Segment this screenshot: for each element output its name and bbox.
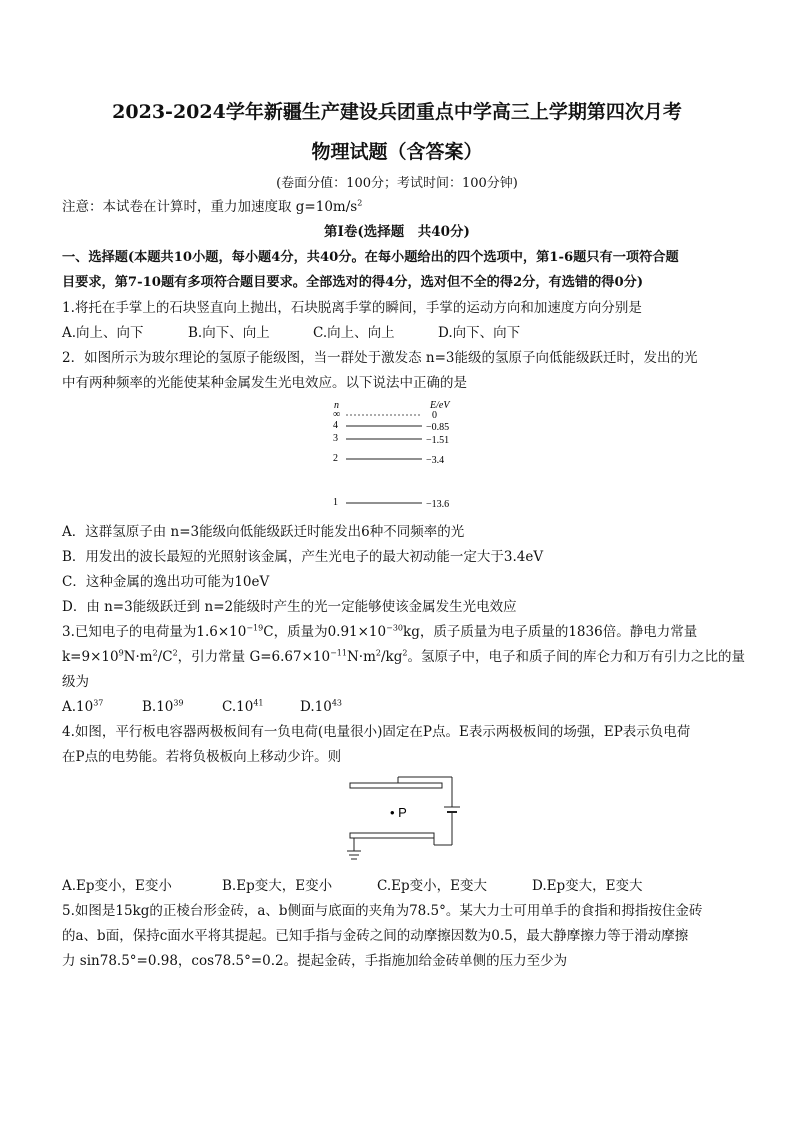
q3-l1-a: 3.已知电子的电荷量为1.6×10: [62, 624, 247, 640]
q5-stem-line3: 力 sin78.5°=0.98，cos78.5°=0.2。提起金砖，手指施加给金砖单侧的压力至少为: [62, 953, 568, 969]
instructions-line1: 一、选择题(本题共10小题，每小题4分，共40分。在每小题给出的四个选项中，第1-6题只有一项符合题: [62, 250, 679, 265]
q3-l2-s5: 2: [375, 648, 381, 658]
q3-l2-f: /kg: [380, 649, 403, 665]
q3-l1-b: C，质量为0.91×10: [263, 624, 387, 640]
q3-l2-d: ，引力常量 G=6.67×10: [177, 649, 331, 665]
level-e-inf: 0: [432, 410, 437, 421]
level-n-4: 4: [333, 420, 338, 431]
level-e-1: −13.6: [426, 499, 450, 510]
q3-option-a: [62, 698, 142, 716]
q2-option-b: B．用发出的波长最短的光照射该金属，产生光电子的最大初动能一定大于3.4eV: [62, 549, 544, 565]
q3-options: [62, 698, 742, 716]
q3-l1-c: kg，质子质量为电子质量的1836倍。静电力常量: [403, 624, 698, 640]
energy-level-diagram: [320, 396, 480, 518]
point-p-label: • P: [390, 805, 407, 820]
q2-stem-line1: 2．如图所示为玻尔理论的氢原子能级图，当一群处于激发态 n=3能级的氢原子向低能级跃迁时，发出的光: [62, 350, 698, 366]
q3-l2-b: N·m: [123, 649, 153, 665]
exam-title-line2: 物理试题（含答案）: [311, 141, 483, 163]
note-sup: 2: [357, 198, 363, 208]
level-e-4: −0.85: [426, 422, 450, 433]
q4-stem-line2: 在P点的电势能。若将负极板向上移动少许。则: [62, 749, 342, 765]
q4-option-a: A.Ep变小，E变小: [62, 878, 172, 894]
q1-option-d: D.向下、向下: [438, 325, 521, 341]
q1-option-b: B.向下、向上: [188, 325, 270, 341]
q1-stem: 1.将托在手掌上的石块竖直向上抛出，石块脱离手掌的瞬间，手掌的运动方向和加速度方向分别是: [62, 300, 642, 316]
q3-stem-line3: 级为: [62, 674, 89, 690]
capacitor-diagram: [330, 771, 470, 867]
section-heading: 第Ⅰ卷(选择题 共40分): [324, 224, 470, 240]
q3-option-b-exp: 39: [173, 698, 184, 708]
q3-l1-s2: −30: [386, 623, 404, 633]
q1-option-c: C.向上、向上: [313, 325, 395, 341]
q3-l2-s3: 2: [172, 648, 178, 658]
level-n-3: 3: [333, 433, 338, 444]
q2-option-a: A．这群氢原子由 n=3能级向低能级跃迁时能发出6种不同频率的光: [62, 524, 465, 540]
q3-l2-s2: 2: [152, 648, 158, 658]
capacitor-bottom-plate: [350, 833, 434, 838]
q3-option-b: [142, 698, 222, 716]
q1-options: [62, 324, 742, 342]
q3-option-a-exp: 37: [93, 698, 104, 708]
diagram-n-label: n: [334, 400, 339, 411]
level-n-2: 2: [333, 453, 338, 464]
q2-option-d: D．由 n=3能级跃迁到 n=2能级时产生的光一定能够使该金属发生光电效应: [62, 599, 517, 615]
q4-options: [62, 877, 742, 895]
q5-stem-line2: 的a、b面，保持c面水平将其提起。已知手指与金砖之间的动摩擦因数为0.5，最大静摩擦力等于滑动摩擦: [62, 928, 689, 944]
q3-option-c-exp: 41: [253, 698, 264, 708]
q1-option-a: A.向上、向下: [62, 325, 144, 341]
exam-title-line1: 2023-2024学年新疆生产建设兵团重点中学高三上学期第四次月考: [112, 101, 682, 123]
q4-option-c: C.Ep变小，E变大: [377, 878, 487, 894]
exam-subtitle: (卷面分值：100分；考试时间：100分钟): [276, 176, 518, 191]
capacitor-top-plate: [350, 783, 442, 788]
q3-l2-a: k=9×10: [62, 649, 119, 665]
level-e-3: −1.51: [426, 435, 450, 446]
diagram-e-label: E/eV: [430, 400, 450, 411]
q2-option-c: C．这种金属的逸出功可能为10eV: [62, 574, 270, 590]
level-n-inf: ∞: [333, 409, 341, 420]
instructions-line2: 目要求，第7-10题有多项符合题目要求。全部选对的得4分，选对但不全的得2分，有选错的得0分): [62, 275, 644, 290]
exam-note: [62, 198, 742, 216]
q3-stem-line2: [62, 648, 745, 666]
q3-l2-g: 。氢原子中，电子和质子间的库仑力和万有引力之比的量: [407, 649, 745, 665]
level-e-2: −3.4: [426, 455, 445, 466]
q3-stem-line1: [62, 623, 742, 641]
q4-stem-line1: 4.如图，平行板电容器两极板间有一负电荷(电量很小)固定在P点。E表示两极板间的场强，EP表示负电荷: [62, 724, 691, 740]
q3-option-c-base: C.10: [222, 699, 254, 715]
q3-option-a-base: A.10: [62, 699, 94, 715]
q3-l2-s1: 9: [118, 648, 124, 658]
q3-option-d-base: D.10: [300, 699, 332, 715]
q3-l2-s6: 2: [402, 648, 408, 658]
level-n-1: 1: [333, 497, 338, 508]
q3-l2-s4: −11: [330, 648, 347, 658]
q3-option-b-base: B.10: [142, 699, 174, 715]
q4-option-b: B.Ep变大，E变小: [222, 878, 333, 894]
q3-l2-e: N·m: [346, 649, 376, 665]
note-text: 注意：本试卷在计算时，重力加速度取 g=10m/s: [62, 199, 358, 215]
q4-option-d: D.Ep变大，E变大: [532, 878, 643, 894]
q3-l2-c: /C: [157, 649, 173, 665]
q5-stem-line1: 5.如图是15kg的正棱台形金砖，a、b侧面与底面的夹角为78.5°。某大力士可用单手的食指和拇指按住金砖: [62, 903, 703, 919]
q3-option-d: [300, 698, 342, 716]
q3-option-d-exp: 43: [331, 698, 342, 708]
q2-stem-line2: 中有两种频率的光能使某种金属发生光电效应。以下说法中正确的是: [62, 375, 467, 391]
q3-l1-s1: −19: [246, 623, 264, 633]
q3-option-c: [222, 698, 300, 716]
